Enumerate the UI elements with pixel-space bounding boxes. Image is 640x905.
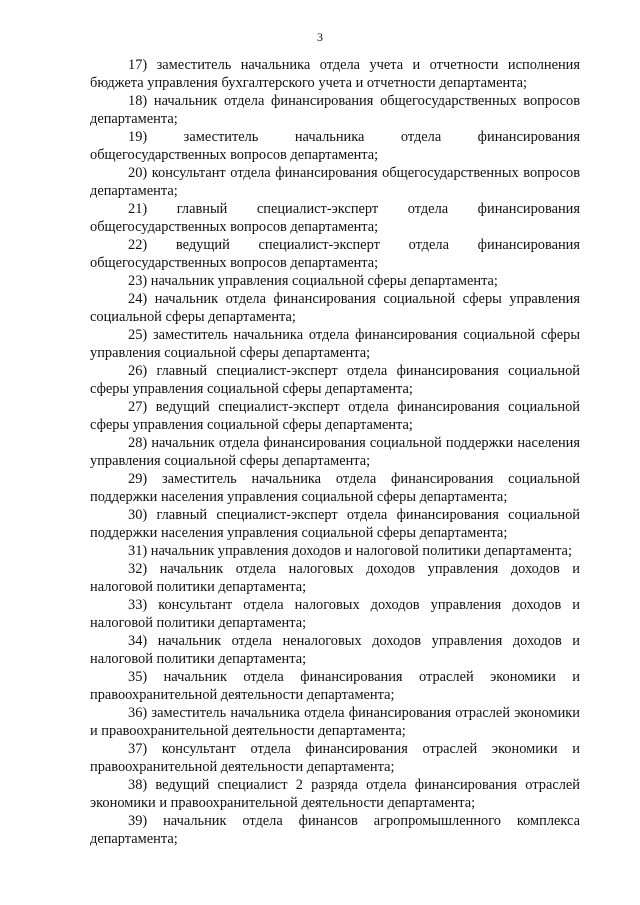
list-item: 39) начальник отдела финансов агропромышленного комплекса департамента; <box>90 813 580 847</box>
list-item: 38) ведущий специалист 2 разряда отдела финансирования отраслей экономики и правоохранительной деятельности департамента; <box>90 777 580 811</box>
list-item: 24) начальник отдела финансирования социальной сферы управления социальной сферы департамента; <box>90 291 580 325</box>
list-item: 20) консультант отдела финансирования общегосударственных вопросов департамента; <box>90 165 580 199</box>
list-item: 29) заместитель начальника отдела финансирования социальной поддержки населения управления социальной сферы департамента; <box>90 471 580 505</box>
list-item: 25) заместитель начальника отдела финансирования социальной сферы управления социальной сферы департамента; <box>90 327 580 361</box>
list-item: 30) главный специалист-эксперт отдела финансирования социальной поддержки населения управления социальной сферы департамента; <box>90 507 580 541</box>
list-item: 31) начальник управления доходов и налоговой политики департамента; <box>128 543 572 559</box>
list-item: 32) начальник отдела налоговых доходов управления доходов и налоговой политики департамента; <box>90 561 580 595</box>
document-body <box>90 56 580 848</box>
list-item: 35) начальник отдела финансирования отраслей экономики и правоохранительной деятельности департамента; <box>90 669 580 703</box>
list-item: 33) консультант отдела налоговых доходов управления доходов и налоговой политики департамента; <box>90 597 580 631</box>
list-item: 18) начальник отдела финансирования общегосударственных вопросов департамента; <box>90 93 580 127</box>
list-item: 27) ведущий специалист-эксперт отдела финансирования социальной сферы управления социальной сферы департамента; <box>90 399 580 433</box>
list-item: 34) начальник отдела неналоговых доходов управления доходов и налоговой политики департамента; <box>90 633 580 667</box>
list-item: 26) главный специалист-эксперт отдела финансирования социальной сферы управления социальной сферы департамента; <box>90 363 580 397</box>
list-item: 21) главный специалист-эксперт отдела финансирования общегосударственных вопросов департамента; <box>90 201 580 235</box>
list-item: 28) начальник отдела финансирования социальной поддержки населения управления социальной сферы департамента; <box>90 435 580 469</box>
page-number: 3 <box>317 30 323 44</box>
list-item: 22) ведущий специалист-эксперт отдела финансирования общегосударственных вопросов департамента; <box>90 237 580 271</box>
list-item: 37) консультант отдела финансирования отраслей экономики и правоохранительной деятельности департамента; <box>90 741 580 775</box>
list-item: 19) заместитель начальника отдела финансирования общегосударственных вопросов департамента; <box>90 129 580 163</box>
list-item: 23) начальник управления социальной сферы департамента; <box>128 273 498 289</box>
list-item: 17) заместитель начальника отдела учета и отчетности исполнения бюджета управления бухгалтерского учета и отчетности департамента; <box>90 57 580 91</box>
list-item: 36) заместитель начальника отдела финансирования отраслей экономики и правоохранительной деятельности департамента; <box>90 705 580 739</box>
